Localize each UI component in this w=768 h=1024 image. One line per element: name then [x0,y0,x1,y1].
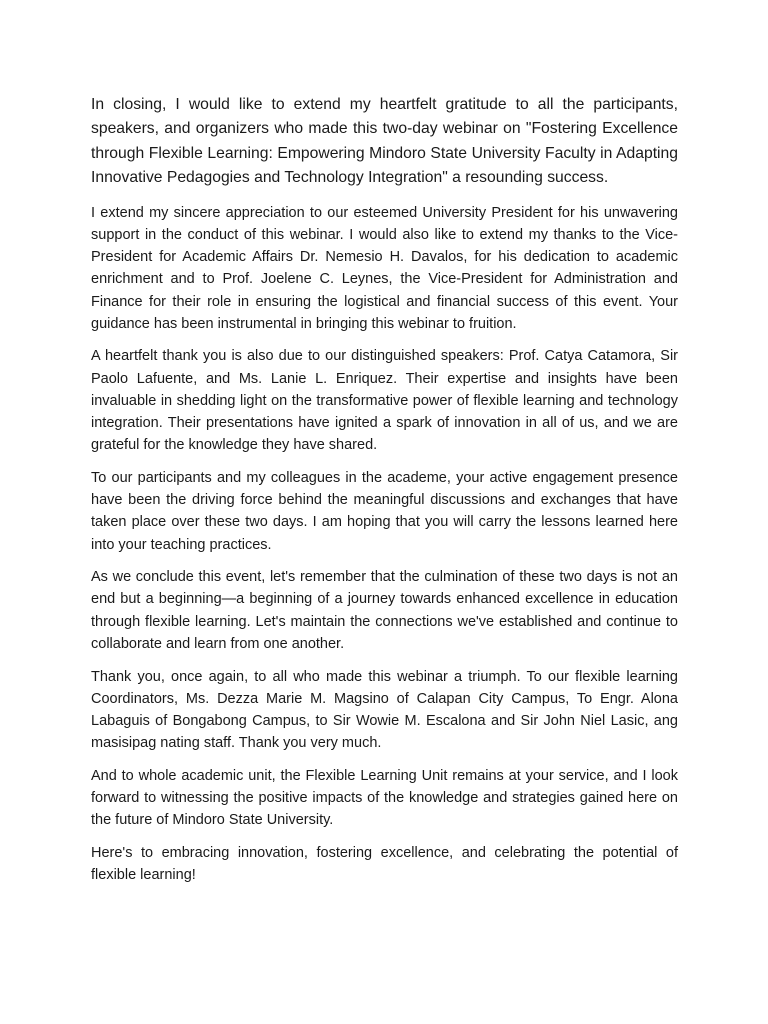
paragraph-final-toast: Here's to embracing innovation, fostering excellence, and celebrating the potential of flexible learning! [91,844,678,884]
paragraph-appreciation-officials: I extend my sincere appreciation to our esteemed University President for his unwavering support in the conduct of this webinar. I would also like to extend my thanks to the Vice-President for Academic Affairs Dr. Nemesio H. Davalos, for his dedication to academic enrichment and to Prof. Joelene C. Leynes, the Vice-President for Administration and Finance for their role in ensuring the logistical and financial success of this event. Your guidance has been instrumental in bringing this webinar to fruition. [91,204,678,332]
paragraph-thanks-speakers: A heartfelt thank you is also due to our distinguished speakers: Prof. Catya Catamora, Sir Paolo Lafuente, and Ms. Lanie L. Enriquez. Their expertise and insights have been invaluable in shedding light on the transformative power of flexible learning and technology integration. Their presentations have ignited a spark of innovation in all of us, and we are grateful for the knowledge they have shared. [91,348,678,454]
paragraph-coordinators: Thank you, once again, to all who made this webinar a triumph. To our flexible learning Coordinators, Ms. Dezza Marie M. Magsino of Calapan City Campus, To Engr. Alona Labaguis of Bongabong Campus, to Sir Wowie M. Escalona and Sir John Niel Lasic, ang masisipag nating staff. Thank you very much. [91,668,678,752]
paragraph-academic-unit: And to whole academic unit, the Flexible Learning Unit remains at your service, and I look forward to witnessing the positive impacts of the knowledge and strategies gained here on the future of Mindoro State University. [91,767,678,829]
paragraph-closing-gratitude: In closing, I would like to extend my heartfelt gratitude to all the participants, speakers, and organizers who made this two-day webinar on "Fostering Excellence through Flexible Learning: Empowering Mindoro State University Faculty in Adapting Innovative Pedagogies and Technology Integration" a resounding success. [91,96,678,186]
paragraph-conclusion: As we conclude this event, let's remember that the culmination of these two days is not an end but a beginning—a beginning of a journey towards enhanced excellence in education through flexible learning. Let's maintain the connections we've established and continue to collaborate and learn from one another. [91,569,678,652]
paragraph-participants: To our participants and my colleagues in the academe, your active engagement presence have been the driving force behind the meaningful discussions and exchanges that have taken place over these two days. I am hoping that you will carry the lessons learned here into your teaching practices. [91,469,678,553]
document-body [91,93,678,897]
